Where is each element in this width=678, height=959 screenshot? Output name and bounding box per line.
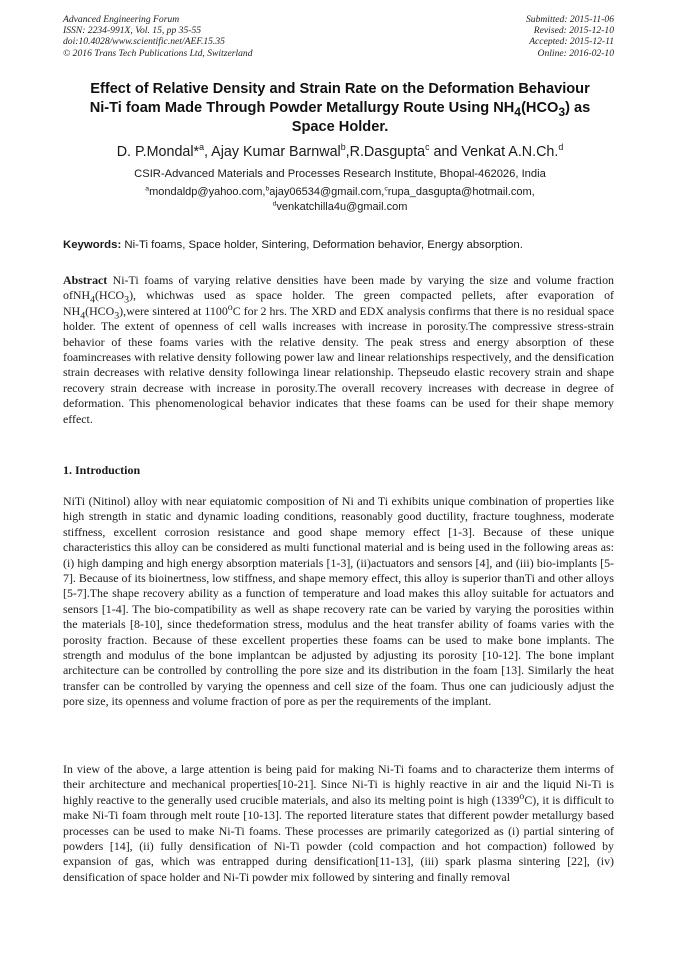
author-emails	[40, 185, 640, 214]
journal-header-right	[526, 14, 614, 59]
author-mark: c	[425, 142, 430, 153]
revised-date: Revised: 2015-12-10	[533, 25, 614, 37]
author-list	[40, 143, 640, 161]
title-line-2	[40, 99, 640, 118]
affiliation: CSIR-Advanced Materials and Processes Research Institute, Bhopal-462026, India	[134, 168, 546, 180]
subscript: 4	[80, 310, 86, 322]
author-name: D. P.Mondal*	[116, 144, 200, 160]
author-name: and Venkat A.N.Ch.	[429, 144, 559, 160]
subscript: 4	[90, 294, 96, 306]
abstract-text: ),were sintered at 1100	[119, 303, 228, 318]
title-line-1: Effect of Relative Density and Strain Rate on the Deformation Behaviour	[90, 81, 590, 97]
email-mark: d	[272, 199, 277, 207]
email-link[interactable]: ajay06534@gmail.com,	[269, 186, 385, 198]
doi: doi:10.4028/www.scientific.net/AEF.15.35	[63, 36, 225, 48]
abstract	[63, 273, 614, 427]
subscript: 3	[558, 104, 566, 119]
author-name: , Ajay Kumar Barnwal	[204, 144, 341, 160]
title-text: Ni-Ti foam Made Through Powder Metallurgy Route Using NH	[89, 100, 515, 116]
journal-name: Advanced Engineering Forum	[63, 14, 180, 25]
email-link[interactable]: venkatchilla4u@gmail.com	[276, 200, 408, 213]
email-line-2	[40, 200, 640, 215]
abstract-text: C for 2 hrs. The XRD and EDX analysis confirms that there is no residual space holder. The extent of openness of cell walls increases with increase in porosity.The compressive stress-strain behavior of these foams varies with the relative density. The peak stress and energy absorption of these foamincreases with relative density following power law and linear relationships respectively, and the densification strain decreases with relative density followinga linear relationship. Thepseudo elastic recovery strain and shape recovery strain decrease with increase in porosity.The overall recovery increases with decrease in degree of deformation. This phenomenological behavior indicates that these foams can be used for their shape memory effect.	[63, 303, 615, 426]
email-line-1	[40, 185, 640, 200]
subscript: 3	[124, 294, 130, 306]
title-line-3: Space Holder.	[291, 119, 389, 135]
keywords	[63, 238, 615, 252]
keywords-label: Keywords:	[63, 239, 122, 251]
issn-volume: ISSN: 2234-991X, Vol. 15, pp 35-55	[63, 25, 202, 37]
email-mark: c	[384, 185, 388, 193]
author-name: ,R.Dasgupta	[345, 144, 426, 160]
introduction-paragraph-1: NiTi (Nitinol) alloy with near equiatomic composition of Ni and Ti exhibits unique combination of properties like high strength in static and dynamic loading conditions, reasonably good ductility, fracture toughness, moderate stiffness, excellent corrosion resistance and good shape memory effect [1-3]. Because of these unique characteristics this alloy can be considered as multi functional material and is being used in the following areas as: (i) high damping and high energy absorption materials [1-3], (ii)actuators and sensors [4], and (iii) bio-implants [5-7]. Because of its bioinertness, low stiffness, and shape memory effect, this alloy is superior thanTi and other alloys [5-7].The shape recovery ability as a function of temperature and load makes this alloy suitable for actuators and sensors [1-4]. The bio-compatibility as well as shape recovery rate can be varied by varying the porosities within the materials [8-10], since thedeformation stress, modulus and the heat transfer ability of foams varies with the porosity fraction. Because of these excellent properties these foams can be used to make bone implants. The strength and modulus of the bone implantcan be adjusted by adjusting its porosity [10-12]. The bone implant architecture can be controlled by controlling the pore size and its distribution in the foam [13]. Similarly the heat transfer can be controlled by varying the openness and cell size of the foam. Thus one can judiciously adjust the pore size, its openness and volume fraction of pore as per the requirements of the implant.	[63, 494, 614, 709]
keywords-text: Ni-Ti foams, Space holder, Sintering, Deformation behavior, Energy absorption.	[121, 239, 523, 251]
author-mark: a	[199, 142, 205, 153]
introduction-paragraph-2	[63, 762, 614, 885]
superscript: o	[519, 790, 525, 802]
subscript: 4	[514, 104, 522, 119]
paper-title	[40, 80, 640, 137]
online-date: Online: 2016-02-10	[537, 47, 614, 59]
title-text: (HCO	[521, 100, 559, 116]
email-link[interactable]: mondaldp@yahoo.com,	[149, 186, 266, 198]
abstract-text: (HCO	[85, 303, 115, 318]
paragraph-text: C), it is difficult to make Ni-Ti foam through melt route [10-13]. The reported literature states that different powder metallurgy based processes can be used to make Ni-Ti foams. These processes are primarily categorized as (i) partial sintering of powders [14], (ii) fully densification of Ni-Ti powder (cold compaction and hot compaction) followed by expansion of gas, which was entrapped during densification[11-13], (iii) spark plasma sintering [22], (iv) densification of space holder and Ni-Ti powder mix followed by sintering and finally removal	[63, 792, 614, 884]
paragraph-text: In view of the above, a large attention is being paid for making Ni-Ti foams and to characterize them interms of their architecture and mechanical properties[10-21]. Since Ni-Ti is highly reactive in air and the liquid Ni-Ti is highly reactive to the generally used crucible materials, and also its melting point is high (1339	[63, 762, 614, 807]
abstract-text: Ni-Ti foams of varying relative densities have been made by varying the size and volume fraction ofNH	[63, 273, 614, 303]
title-text: ) as	[565, 100, 591, 116]
abstract-text: (HCO	[95, 288, 125, 303]
journal-header-left	[63, 14, 253, 59]
subscript: 3	[114, 310, 120, 322]
superscript: o	[227, 301, 233, 313]
section-heading-introduction: 1. Introduction	[63, 463, 141, 477]
author-mark: b	[340, 142, 346, 153]
email-link[interactable]: rupa_dasgupta@hotmail.com,	[387, 186, 535, 198]
abstract-label: Abstract	[63, 273, 108, 287]
email-mark: b	[265, 185, 270, 193]
abstract-text: ), whichwas used as space holder. The green compacted pellets, after evaporation of NH	[63, 288, 614, 318]
copyright: © 2016 Trans Tech Publications Ltd, Switzerland	[63, 47, 253, 59]
accepted-date: Accepted: 2015-12-11	[529, 36, 614, 48]
submitted-date: Submitted: 2015-11-06	[525, 14, 614, 25]
email-mark: a	[145, 185, 150, 193]
author-mark: d	[558, 142, 564, 153]
